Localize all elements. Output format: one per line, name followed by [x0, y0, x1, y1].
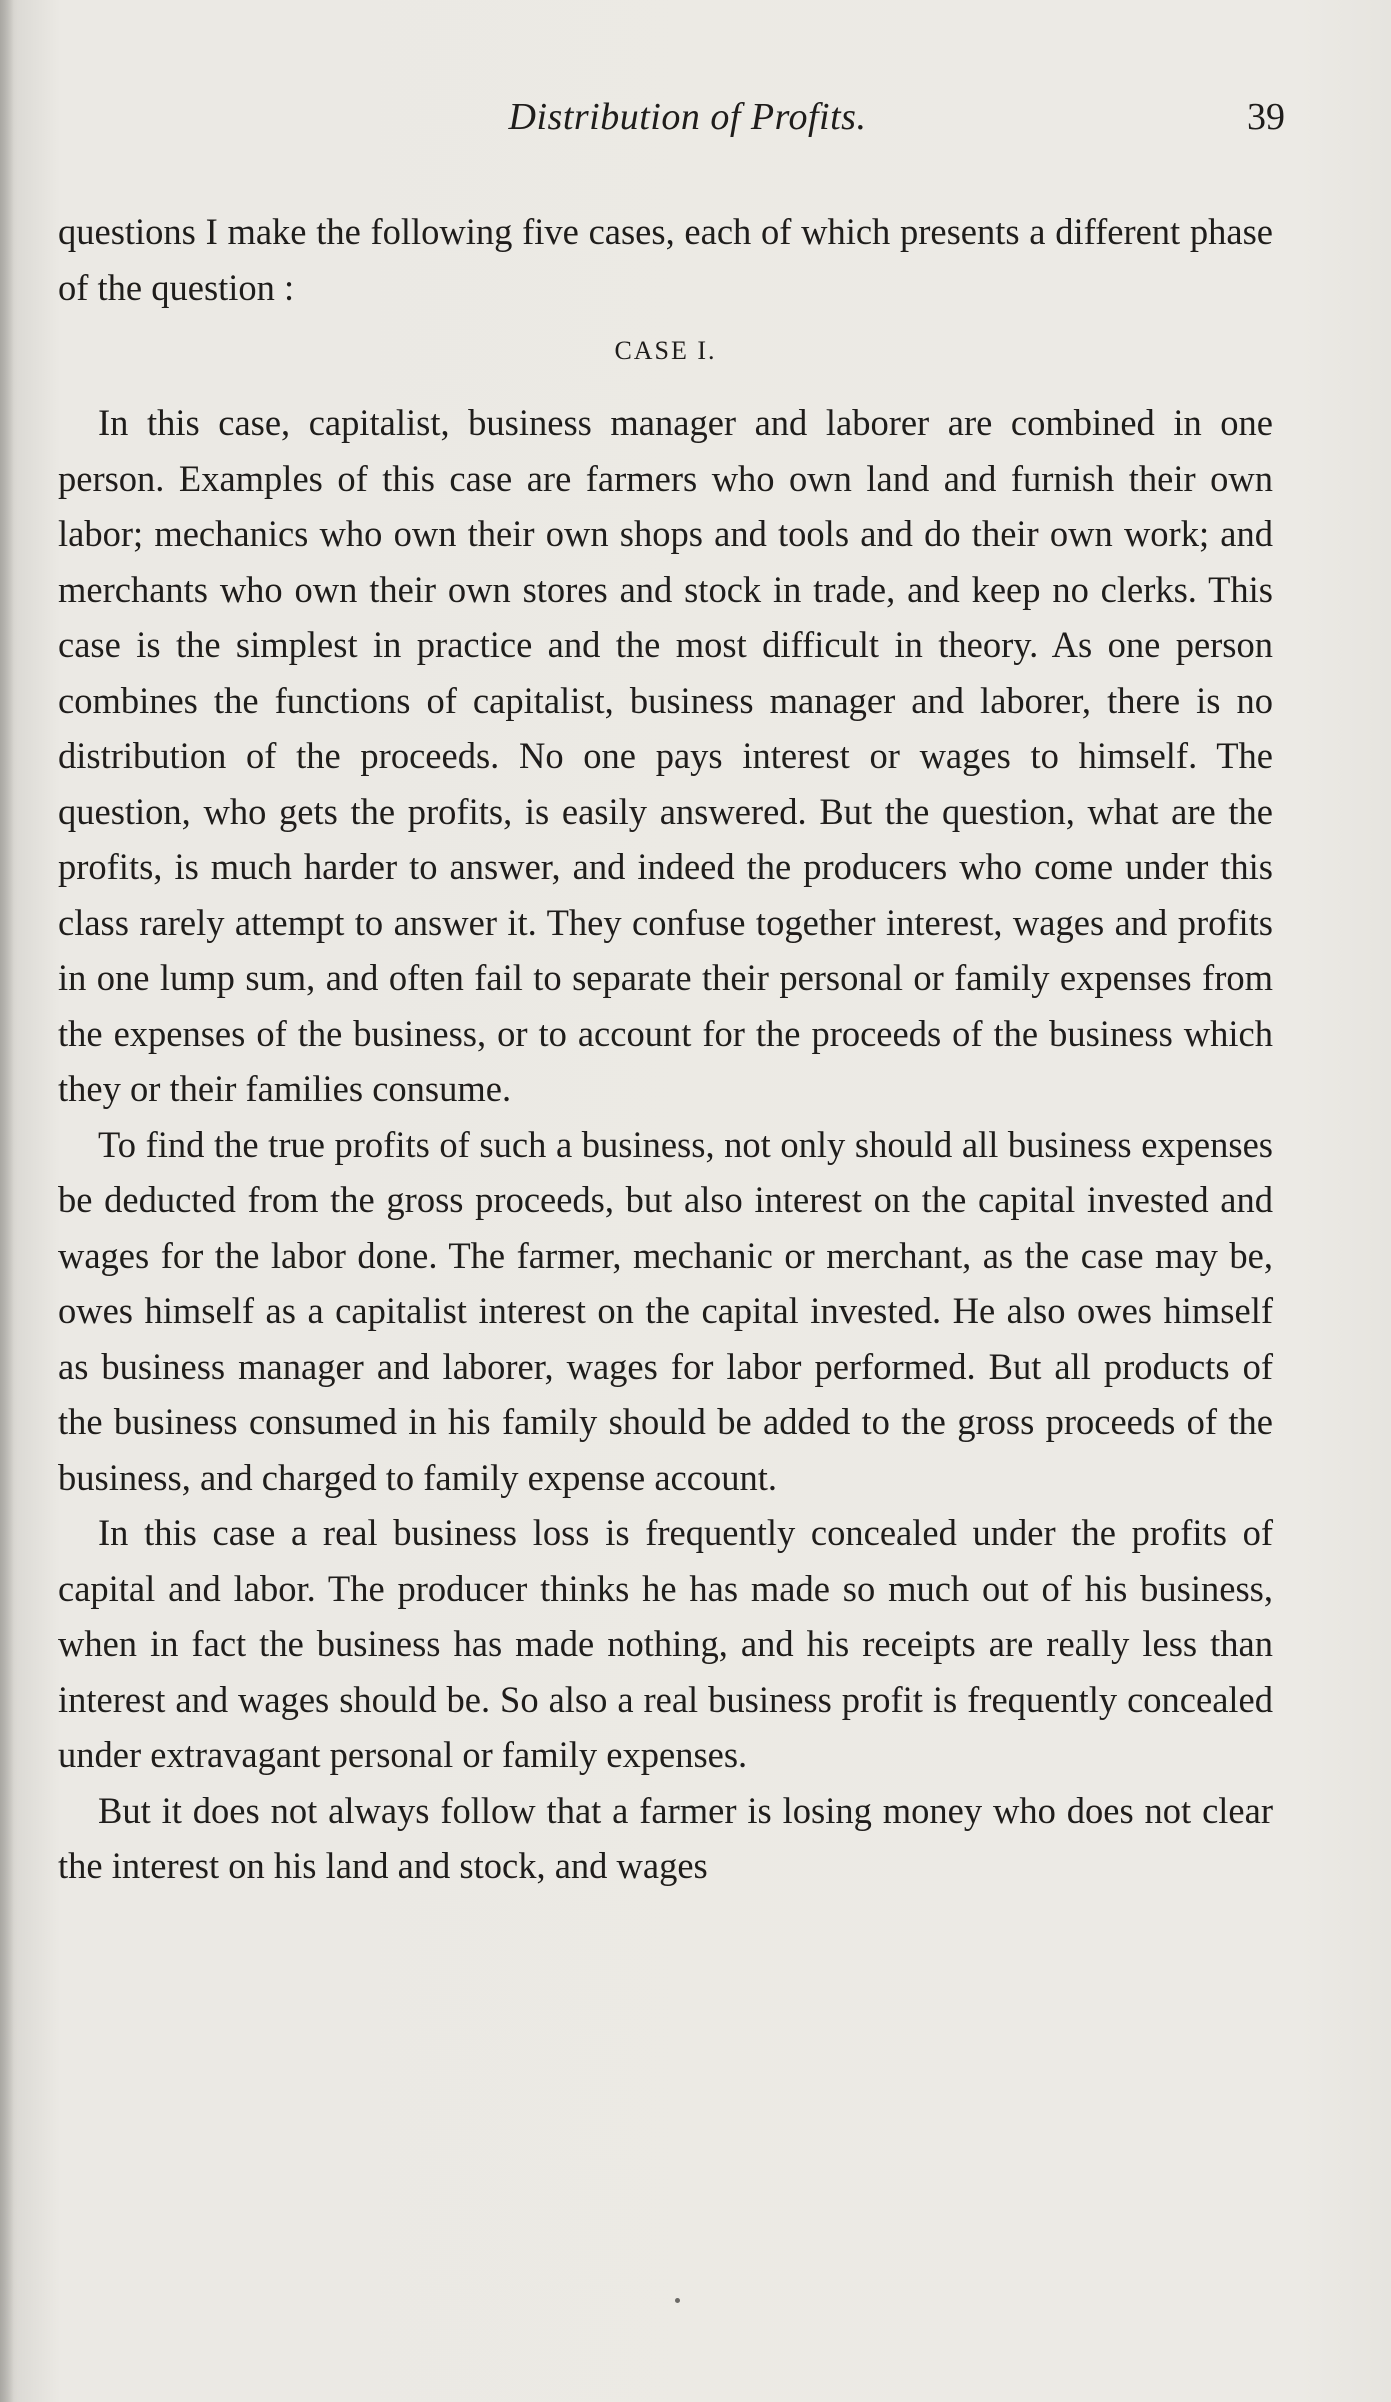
- case-heading: CASE I.: [614, 336, 717, 365]
- spine-shadow: [0, 0, 14, 2402]
- paragraph-4: But it does not always follow that a farmer is losing money who does not clear the interest on his land and stock, and wages: [58, 1789, 1273, 1886]
- paragraph-1: In this case, capitalist, business manager and laborer are combined in one person. Examples of this case are farmers who own land and furnish their own labor; mechanics who own their own shops and tools and do their own work; and merchants who own their own stores and stock in trade, and keep no clerks. This case is the simplest in practice and the most difficult in theory. As one person combines the functions of capitalist, business manager and laborer, there is no distribution of the proceeds. No one pays interest or wages to himself. The question, who gets the profits, is easily answered. But the question, what are the profits, is much harder to answer, and indeed the producers who come under this class rarely attempt to answer it. They confuse together interest, wages and profits in one lump sum, and often fail to separate their personal or family expenses from the expenses of the business, or to account for the proceeds of the business which they or their families consume.: [58, 402, 1273, 1109]
- body-text: [58, 204, 1273, 1894]
- page-header: [60, 95, 1285, 155]
- page-speck: [675, 2298, 680, 2303]
- paragraph-3: In this case a real business loss is frequently concealed under the profits of capital and labor. The producer thinks he has made so much out of his business, when in fact the business has made nothing, and his receipts are really less than interest and wages should be. So also a real business profit is frequently concealed under extravagant personal or family expenses.: [58, 1512, 1273, 1775]
- page-number: 39: [1247, 96, 1285, 138]
- paragraph-2: To find the true profits of such a business, not only should all business expenses be deducted from the gross proceeds, but also interest on the capital invested and wages for the labor done. The farmer, mechanic or merchant, as the case may be, owes himself as a capitalist interest on the capital invested. He also owes himself as business manager and laborer, wages for labor performed. But all products of the business consumed in his family should be added to the gross proceeds of the business, and charged to family expense account.: [58, 1123, 1273, 1498]
- intro-paragraph: questions I make the following five cases, each of which presents a different phase of the question :: [58, 211, 1273, 308]
- running-title: Distribution of Profits.: [508, 96, 867, 138]
